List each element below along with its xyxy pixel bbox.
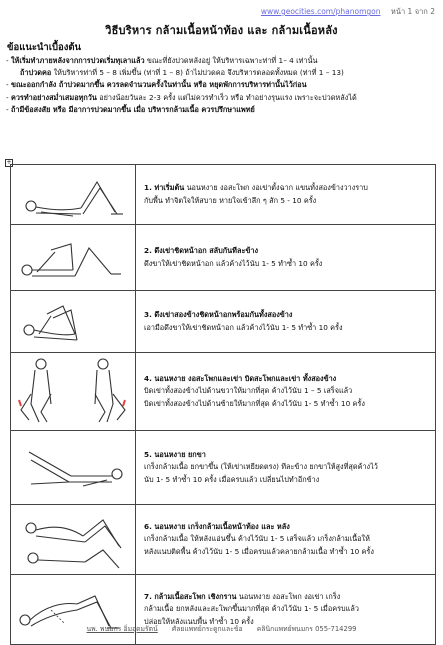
footer-doctor-name: นพ. พนมกร อิ่มอุดมรัตน์ xyxy=(86,625,158,633)
exercise-illustration xyxy=(11,291,136,353)
advice-list xyxy=(6,55,438,116)
advice-line: - ให้เริ่มทำภายหลังจากการปวดเริ่มทุเลาแล้ว ขณะที่ยังปวดหลังอยู่ ให้บริหารเฉพาะท่าที่ 1– 4 เท่านั้น xyxy=(6,56,318,65)
exercise-row xyxy=(11,225,436,291)
page-title: วิธีบริหาร กล้ามเนื้อหน้าท้อง และ กล้ามเนื้อหลัง xyxy=(105,24,338,37)
page-header xyxy=(261,6,435,18)
page-footer xyxy=(0,623,443,634)
single-knee-to-chest-figure xyxy=(11,226,135,290)
exercise-text: 7. กล้ามเนื้อสะโพก เชิงกราน นอนหงาย งอสะโพก งอเข่า เกร็ง กล้ามเนื้อ ยกหลังและสะโพกขึ้นมากที่สุด ค้างไว้นับ 1- 5 เมื่อครบแล้ว ปล่อยให้หลังแนบพื้น ทำซ้ำ 10 ครั้ง xyxy=(136,575,436,645)
exercise-text: 5. นอนหงาย ยกขา เกร็งกล้ามเนื้อ ยกขาขึ้น (ให้เข่าเหยียดตรง) ทีละข้าง ยกขาให้สูงที่สุดค้างไว้ นับ 1- 5 ทำซ้ำ 10 ครั้ง เมื่อครบแล้ว เปลี่ยนไปทำอีกข้าง xyxy=(136,431,436,505)
exercise-row xyxy=(11,353,436,431)
advice-line: - ถ้ามีข้อสงสัย หรือ มีอาการปวดมากขึ้น เมื่อ บริหารกล้ามเนื้อ ควรปรึกษาแพทย์ xyxy=(6,104,255,114)
exercise-row xyxy=(11,505,436,575)
exercise-text: 3. ดึงเข่าสองข้างชิดหน้าอกพร้อมกันทั้งสองข้าง เอามือดึงขาให้เข่าชิดหน้าอก แล้วค้างไว้นับ 1- 5 ทำซ้ำ 10 ครั้ง xyxy=(136,291,436,353)
leg-raise-figure xyxy=(11,432,135,504)
exercise-row xyxy=(11,165,436,225)
exercise-text: 1. ท่าเริ่มต้น นอนหงาย งอสะโพก งอเข่าตั้งฉาก แขนทั้งสองข้างวางราบ กับพื้น ทำจิตใจให้สบาย หายใจเข้าลึก ๆ สัก 5 - 10 ครั้ง xyxy=(136,165,436,225)
advice-line: - ขณะออกกำลัง ถ้าปวดมากขึ้น ควรลดจำนวนครั้งในท่านั้น หรือ หยุดพักการบริหารท่านั้นไว้ก่อน xyxy=(6,80,307,90)
lying-knees-bent-figure xyxy=(11,166,135,224)
exercise-text: 4. นอนหงาย งอสะโพกและเข่า บิดสะโพกและเข่า ทั้งสองข้าง บิดเข่าทั้งสองข้างไปด้านขวาให้มากที่สุด ค้างไว้นับ 1 – 5 เสร็จแล้ว บิดเข่าทั้งสองข้างไปด้านซ้ายให้มากที่สุด ค้างไว้นับ 1- 5 ทำซ้ำ 10 ครั้ง xyxy=(136,353,436,431)
page-indicator: หน้า 1 จาก 2 xyxy=(390,7,435,16)
abdominal-back-tightening-figure xyxy=(11,506,135,574)
exercise-illustration xyxy=(11,505,136,575)
advice-line: ถ้าปวดคอ ให้บริหารท่าที่ 5 – 8 เพิ่มขึ้น (ท่าที่ 1 – 8) ถ้าไม่ปวดคอ จึงบริหารตลอดทั้งหมด (ท่าที่ 1 – 13) xyxy=(20,68,344,78)
exercise-row xyxy=(11,431,436,505)
exercise-illustration xyxy=(11,353,136,431)
exercise-illustration xyxy=(11,225,136,291)
knee-rotation-figure xyxy=(11,354,135,430)
section-subtitle: ข้อแนะนำเบื้องต้น xyxy=(7,42,82,53)
exercise-illustration xyxy=(11,431,136,505)
advice-line: - ควรทำอย่างสม่ำเสมอทุกวัน อย่างน้อยวันละ 2-3 ครั้ง แต่ไม่ควรทำเร็ว หรือ ทำอย่างรุนแรง เพราะจะปวดหลังได้ xyxy=(6,92,357,102)
table-move-handle[interactable]: + xyxy=(6,159,12,166)
exercise-illustration xyxy=(11,165,136,225)
footer-specialty: ศัลยแพทย์กระดูกและข้อ xyxy=(171,625,243,633)
both-knees-to-chest-figure xyxy=(11,292,135,352)
footer-clinic: คลินิกแพทย์พนมกร 055-714299 xyxy=(256,625,357,633)
exercise-row xyxy=(11,291,436,353)
header-url-link[interactable]: www.geocities.com/phanomgon xyxy=(260,7,381,16)
exercise-text: 2. ดึงเข่าชิดหน้าอก สลับกันทีละข้าง ดึงขาให้เข่าชิดหน้าอก แล้วค้างไว้นับ 1- 5 ทำซ้ำ 10 ครั้ง xyxy=(136,225,436,291)
exercise-row xyxy=(11,575,436,645)
exercise-text: 6. นอนหงาย เกร็งกล้ามเนื้อหน้าท้อง และ หลัง เกร็งกล้ามเนื้อ ให้หลังแอ่นขึ้น ค้างไว้นับ 1- 5 เสร็จแล้ว เกร็งกล้ามเนื้อให้ หลังแนบติดพื้น ค้างไว้นับ 1- 5 เมื่อครบแล้วคลายกล้ามเนื้อ ทำซ้ำ 10 ครั้ง xyxy=(136,505,436,575)
exercise-table xyxy=(10,164,436,645)
exercise-illustration xyxy=(11,575,136,645)
